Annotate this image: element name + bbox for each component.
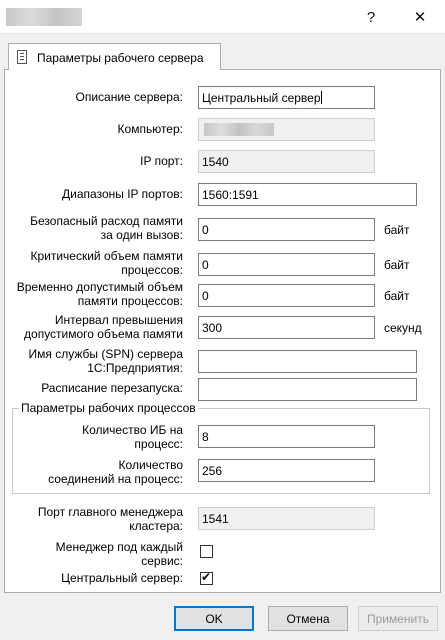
critical-memory-label-1: Критический объем памяти [30,249,183,263]
critical-memory-unit: байт [384,258,410,272]
title-bar [0,0,445,34]
connections-label-2: соединений на процесс: [48,472,183,486]
restart-schedule-label: Расписание перезапуска: [41,381,183,395]
restart-schedule-field[interactable] [198,378,417,401]
safe-memory-label-1: Безопасный расход памяти [30,214,183,228]
checkmark-icon: ✔ [201,570,212,584]
description-field[interactable]: Центральный сервер [198,86,375,109]
connections-field[interactable]: 256 [198,459,375,482]
safe-memory-field[interactable]: 0 [198,218,375,241]
help-icon: ? [366,8,376,26]
spn-field[interactable] [198,350,417,373]
tab-server-params[interactable] [8,43,221,70]
tab-label: Параметры рабочего сервера [37,51,204,65]
main-port-label-2: кластера: [129,519,183,533]
main-port-label-1: Порт главного менеджера [37,505,183,519]
temp-memory-label-2: памяти процессов: [77,294,183,308]
safe-memory-label-2: за один вызов: [100,228,183,242]
worker-params-title: Параметры рабочих процессов [21,401,196,415]
document-icon [17,50,27,64]
ib-per-process-field[interactable]: 8 [198,425,375,448]
ok-button[interactable]: OK [174,606,254,631]
central-server-label: Центральный сервер: [61,571,183,585]
exceed-interval-label-2: допустимого объема памяти [24,327,183,341]
per-service-checkbox[interactable] [200,545,213,558]
exceed-interval-field[interactable]: 300 [198,316,375,339]
connections-label-1: Количество [118,458,183,472]
spn-label-2: 1С:Предприятия: [87,361,183,375]
main-port-field[interactable]: 1541 [198,507,375,530]
temp-memory-unit: байт [384,289,410,303]
computer-name-redacted [204,123,274,136]
text-cursor [321,91,322,104]
ip-port-field[interactable]: 1540 [198,150,375,173]
per-service-label-1: Менеджер под каждый [55,540,183,554]
spn-label-1: Имя службы (SPN) сервера [28,347,183,361]
temp-memory-label-1: Временно допустимый объем [16,280,183,294]
close-icon: ✕ [413,9,427,26]
close-button[interactable] [398,0,442,34]
exceed-interval-unit: секунд [384,321,422,335]
window-title-redacted [6,8,82,26]
per-service-label-2: сервис: [141,554,183,568]
ib-per-process-label-1: Количество ИБ на [82,423,183,437]
ib-per-process-label-2: процесс: [134,437,183,451]
computer-label: Компьютер: [117,122,183,136]
central-server-checkbox[interactable] [200,572,213,585]
ip-port-label: IP порт: [140,154,183,168]
port-ranges-field[interactable]: 1560:1591 [198,183,417,206]
cancel-button[interactable]: Отмена [268,606,348,631]
temp-memory-field[interactable]: 0 [198,284,375,307]
computer-field[interactable] [198,118,375,141]
apply-button[interactable]: Применить [358,606,438,631]
critical-memory-field[interactable]: 0 [198,253,375,276]
critical-memory-label-2: процессов: [121,263,183,277]
exceed-interval-label-1: Интервал превышения [54,313,183,327]
port-ranges-label: Диапазоны IP портов: [62,187,183,201]
help-button[interactable] [349,0,393,34]
safe-memory-unit: байт [384,223,410,237]
description-label: Описание сервера: [75,90,183,104]
